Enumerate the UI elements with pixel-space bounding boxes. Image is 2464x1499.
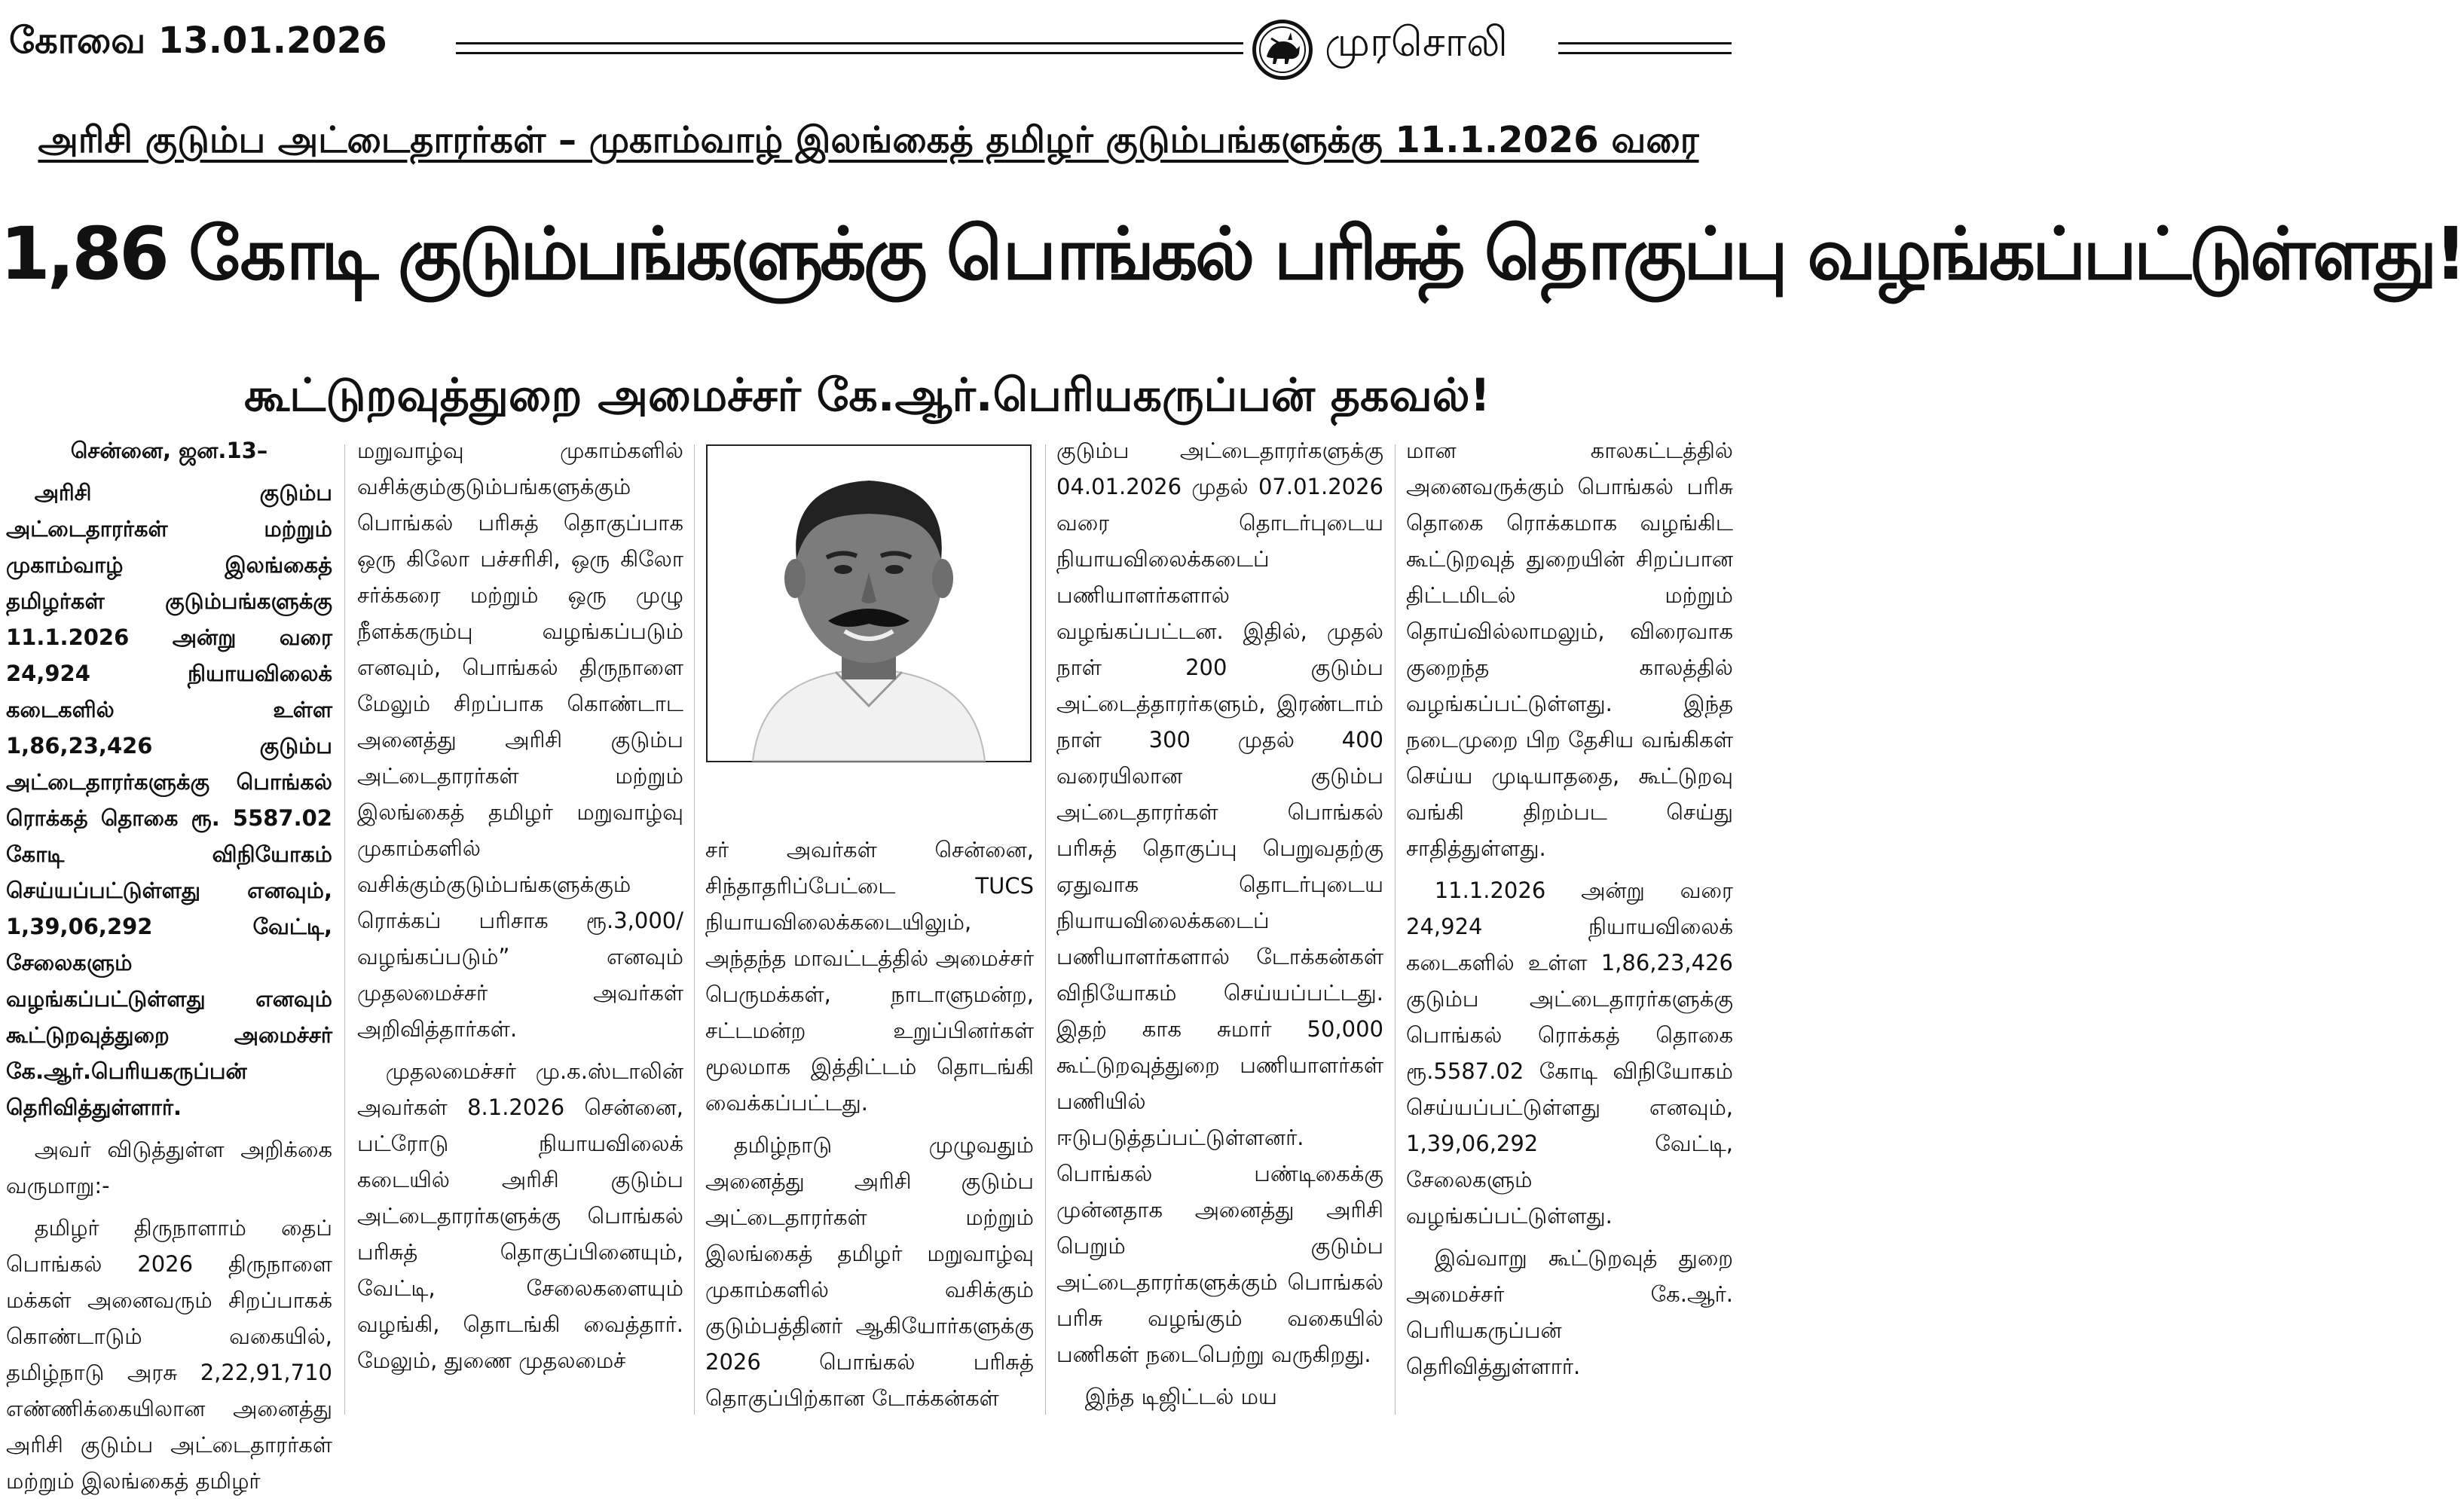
body-paragraph: முதலமைச்சர் மு.க.ஸ்டாலின் அவர்கள் 8.1.2026 சென்னை, பட்ரோடு நியாயவிலைக் கடையில் அரிசி குடும்ப அட்டைதாரர்களுக்கு பொங்கல் பரிசுத் தொகுப்பினையும், வேட்டி, சேலைகளையும் வழங்கி, தொடங்கி வைத்தார். மேலும், துணை முதலமைச்: [357, 1058, 683, 1373]
body-paragraph: மறுவாழ்வு முகாம்களில் வசிக்கும்குடும்பங்களுக்கும் பொங்கல் பரிசுத் தொகுப்பாக ஒரு கிலோ பச்சரிசி, ஒரு கிலோ சர்க்கரை மற்றும் ஒரு முழு நீளக்கரும்பு வழங்கப்படும் எனவும், பொங்கல் திருநாளை மேலும் சிறப்பாக கொண்டாட அனைத்து அரிசி குடும்ப அட்டைதாரர்கள் மற்றும் இலங்கைத் தமிழர் மறுவாழ்வு முகாம்களில் வசிக்கும்குடும்பங்களுக்கும் ரொக்கப் பரிசாக ரூ.3,000/ வழங்கப்படும்” எனவும் முதலமைச்சர் அவர்கள் அறிவித்தார்கள்.: [357, 438, 683, 1042]
body-paragraph: இவ்வாறு கூட்டுறவுத் துறை அமைச்சர் கே.ஆர். பெரியகருப்பன் தெரிவித்துள்ளார்.: [1406, 1245, 1733, 1379]
body-paragraph: தமிழ்நாடு முழுவதும் அனைத்து அரிசி குடும்ப அட்டைதாரர்கள் மற்றும் இலங்கைத் தமிழர் மறுவாழ்வு முகாம்களில் வசிக்கும் குடும்பத்தினர் ஆகியோர்களுக்கு 2026 பொங்கல் பரிசுத் தொகுப்பிற்கான டோக்கன்கள்: [705, 1132, 1034, 1411]
article-column-4: [1056, 432, 1383, 1415]
body-paragraph: அவர் விடுத்துள்ள அறிக்கை வருமாறு:-: [6, 1137, 332, 1198]
masthead: [0, 0, 1735, 90]
paper-name: முரசொலி: [1325, 18, 1508, 66]
article-subhead: கூட்டுறவுத்துறை அமைச்சர் கே.ஆர்.பெரியகருப்பன் தகவல்!: [244, 369, 1490, 422]
body-paragraph: 11.1.2026 அன்று வரை 24,924 நியாயவிலைக் கடைகளில் உள்ள 1,86,23,426 குடும்ப அட்டைதாரர்களுக்கு பொங்கல் ரொக்கத் தொகை ரூ.5587.02 கோடி விநியோகம் செய்யப்பட்டுள்ளது எனவும், 1,39,06,292 வேட்டி, சேலைகளும் வழங்கப்பட்டுள்ளது.: [1406, 878, 1733, 1229]
column-divider: [1045, 444, 1046, 1415]
edition-date: கோவை 13.01.2026: [9, 20, 387, 62]
body-paragraph: மான காலகட்டத்தில் அனைவருக்கும் பொங்கல் பரிசு தொகை ரொக்கமாக வழங்கிட கூட்டுறவுத் துறையின் சிறப்பான திட்டமிடல் மற்றும் தொய்வில்லாமலும், விரைவாக குறைந்த காலத்தில் வழங்கப்பட்டுள்ளது. இந்த நடைமுறை பிற தேசிய வங்கிகள் செய்ய முடியாததை, கூட்டுறவு வங்கி திறம்பட செய்து சாதித்துள்ளது.: [1406, 438, 1733, 861]
article-column-5: [1406, 432, 1733, 1385]
column-divider: [694, 444, 695, 1415]
body-paragraph: சர் அவர்கள் சென்னை, சிந்தாதரிப்பேட்டை TUCS நியாயவிலைக்கடையிலும், அந்தந்த மாவட்டத்தில் அமைச்சர் பெருமக்கள், நாடாளுமன்ற, சட்டமன்ற உறுப்பினர்கள் மூலமாக இத்திட்டம் தொடங்கி வைக்கப்பட்டது.: [705, 837, 1034, 1116]
article-column-3: [705, 832, 1034, 1416]
article-headline: 1,86 கோடி குடும்பங்களுக்கு பொங்கல் பரிசுத் தொகுப்பு வழங்கப்பட்டுள்ளது!: [0, 212, 2464, 296]
column-divider: [344, 444, 345, 1415]
murasoli-emblem-icon: [1252, 20, 1313, 80]
lead-paragraph: அரிசி குடும்ப அட்டைதாரர்கள் மற்றும் முகாம்வாழ் இலங்கைத் தமிழர்கள் குடும்பங்களுக்கு 11.1.2026 அன்று வரை 24,924 நியாயவிலைக் கடைகளில் உள்ள 1,86,23,426 குடும்ப அட்டைதாரர்களுக்கு பொங்கல் ரொக்கத் தொகை ரூ. 5587.02 கோடி விநியோகம் செய்யப்பட்டுள்ளது எனவும், 1,39,06,292 வேட்டி, சேலைகளும் வழங்கப்பட்டுள்ளது எனவும் கூட்டுறவுத்துறை அமைச்சர் கே.ஆர்.பெரியகருப்பன் தெரிவித்துள்ளார்.: [6, 480, 332, 1120]
column-divider: [1395, 444, 1396, 1415]
minister-photo: [706, 444, 1032, 762]
article-column-1: [6, 432, 332, 1499]
body-paragraph: குடும்ப அட்டைதாரர்களுக்கு 04.01.2026 முதல் 07.01.2026 வரை தொடர்புடைய நியாயவிலைக்கடைப் பணியாளர்களால் வழங்கப்பட்டன. இதில், முதல் நாள் 200 குடும்ப அட்டைத்தாரர்களும், இரண்டாம் நாள் 300 முதல் 400 வரையிலான குடும்ப அட்டைதாரர்கள் பொங்கல் பரிசுத் தொகுப்பு பெறுவதற்கு ஏதுவாக தொடர்புடைய நியாயவிலைக்கடைப் பணியாளர்களால் டோக்கன்கள் விநியோகம் செய்யப்பட்டது. இதற் காக சுமார் 50,000 கூட்டுறவுத்துறை பணியாளர்கள் பணியில் ஈடுபடுத்தப்பட்டுள்ளனர். பொங்கல் பண்டிகைக்கு முன்னதாக அனைத்து அரிசி பெறும் குடும்ப அட்டைதாரர்களுக்கும் பொங்கல் பரிசு வழங்கும் வகையில் பணிகள் நடைபெற்று வருகிறது.: [1056, 438, 1383, 1367]
masthead-rule-left: [456, 42, 1243, 54]
article-kicker: அரிசி குடும்ப அட்டைதாரர்கள் – முகாம்வாழ் இலங்கைத் தமிழர் குடும்பங்களுக்கு 11.1.2026 வரை: [38, 119, 1699, 161]
masthead-rule-right: [1558, 42, 1732, 54]
dateline: சென்னை, ஜன.13–: [70, 438, 268, 463]
body-paragraph: இந்த டிஜிட்டல் மய: [1084, 1384, 1277, 1409]
article-column-2: [357, 432, 683, 1378]
minister-portrait-icon: [708, 446, 1030, 761]
body-paragraph: தமிழர் திருநாளாம் தைப் பொங்கல் 2026 திருநாளை மக்கள் அனைவரும் சிறப்பாகக் கொண்டாடும் வகையில், தமிழ்நாடு அரசு 2,22,91,710 எண்ணிக்கையிலான அனைத்து அரிசி குடும்ப அட்டைதாரர்கள் மற்றும் இலங்கைத் தமிழர்: [6, 1215, 332, 1494]
